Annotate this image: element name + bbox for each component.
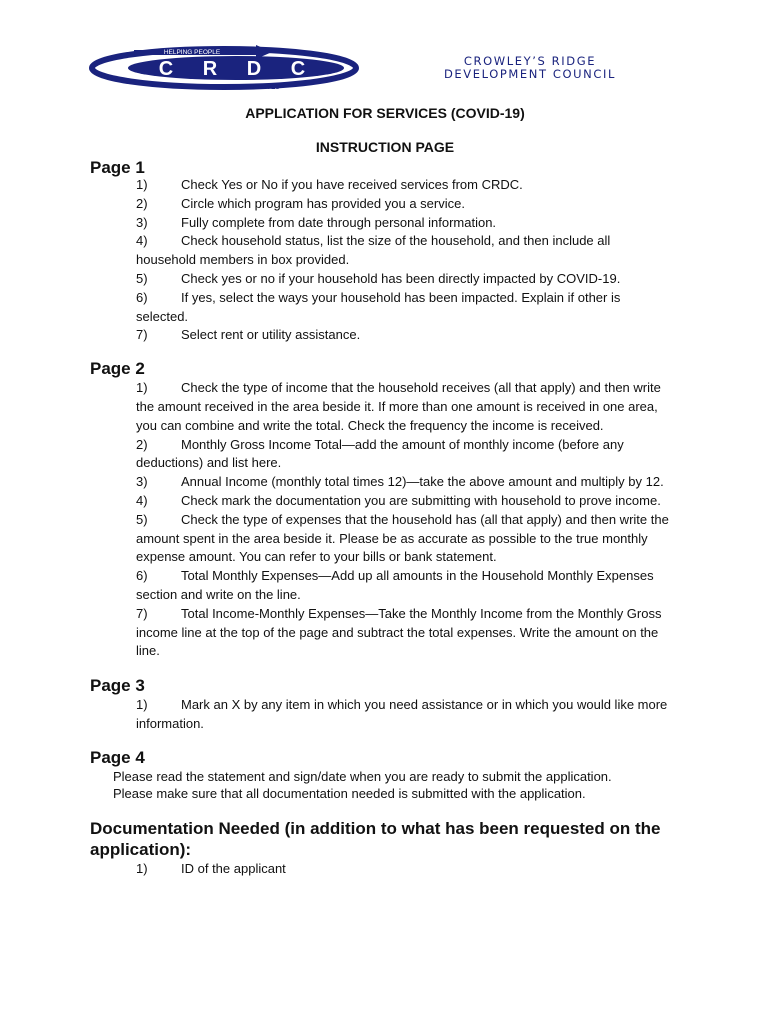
list-item: 1) Check the type of income that the household receives (all that apply) and then write the amount received in the area beside it. If more than one amount is received in one area, you can combine and write the total. Check the frequency the income is received. xyxy=(136,380,661,433)
org-name-line1: CROWLEY’S RIDGE xyxy=(463,54,597,68)
list-item: 1) ID of the applicant xyxy=(136,860,286,876)
section-heading-page-1: Page 1 xyxy=(90,158,145,177)
document-body xyxy=(0,104,770,879)
section-heading-page-4: Page 4 xyxy=(90,747,145,767)
section-heading-page-3: Page 3 xyxy=(90,676,145,696)
logo-letters: C R D C xyxy=(158,58,318,80)
list-item: 6) If yes, select the ways your household has been impacted. Explain if other is selected. xyxy=(136,289,621,324)
list-item: 4) Check mark the documentation you are submitting with household to prove income. xyxy=(136,492,661,508)
section-heading-page-2: Page 2 xyxy=(90,359,145,379)
document-subtitle: INSTRUCTION PAGE xyxy=(315,139,455,155)
list-item: 6) Total Monthly Expenses—Add up all amounts in the Household Monthly Expenses section and write on the line. xyxy=(136,568,654,602)
crdc-emblem-icon xyxy=(88,44,378,90)
org-name xyxy=(384,55,676,80)
list-item: 1) Check Yes or No if you have received services from CRDC. xyxy=(136,177,523,192)
list-item: 5) Check yes or no if your household has been directly impacted by COVID-19. xyxy=(136,270,621,286)
list-item: 3) Fully complete from date through personal information. xyxy=(136,214,497,230)
crdc-logo xyxy=(88,44,688,90)
list-item: 2) Monthly Gross Income Total—add the amount of monthly income (before any deductions) and list here. xyxy=(136,436,624,471)
page-4-line-2: Please make sure that all documentation needed is submitted with the application. xyxy=(113,785,586,801)
page-2-list xyxy=(136,379,670,661)
list-item: 7) Total Income-Monthly Expenses—Take the Monthly Income from the Monthly Gross income line at the top of the page and subtract the total expenses. Write the amount on the line. xyxy=(136,605,662,659)
list-item: 1) Mark an X by any item in which you need assistance or in which you would like more information. xyxy=(136,697,668,731)
page-4-line-1: Please read the statement and sign/date when you are ready to submit the application. xyxy=(113,768,612,784)
list-item: 7) Select rent or utility assistance. xyxy=(136,327,361,343)
list-item: 4) Check household status, list the size of the household, and then include all household members in box provided. xyxy=(136,233,611,268)
logo-tagline-top: HELPING PEOPLE xyxy=(163,49,221,56)
list-item: 2) Circle which program has provided you a service. xyxy=(136,195,465,211)
page-4-text xyxy=(113,768,683,802)
documentation-list xyxy=(136,860,670,879)
logo-tagline-bottom: CHANGING LIVES xyxy=(224,84,280,90)
list-item: 3) Annual Income (monthly total times 12)—take the above amount and multiply by 12. xyxy=(136,474,664,490)
org-name-line2: DEVELOPMENT COUNCIL xyxy=(443,66,617,81)
document-title: APPLICATION FOR SERVICES (COVID-19) xyxy=(245,105,525,121)
documentation-heading: Documentation Needed (in addition to what has been requested on the application): xyxy=(90,818,661,859)
page-3-list xyxy=(136,696,670,734)
page-1-list xyxy=(136,176,670,345)
list-item: 5) Check the type of expenses that the household has (all that apply) and then write the amount spent in the area beside it. Please be as accurate as possible to the true monthly expense amount. You can refer to your bills or bank statement. xyxy=(136,511,669,565)
